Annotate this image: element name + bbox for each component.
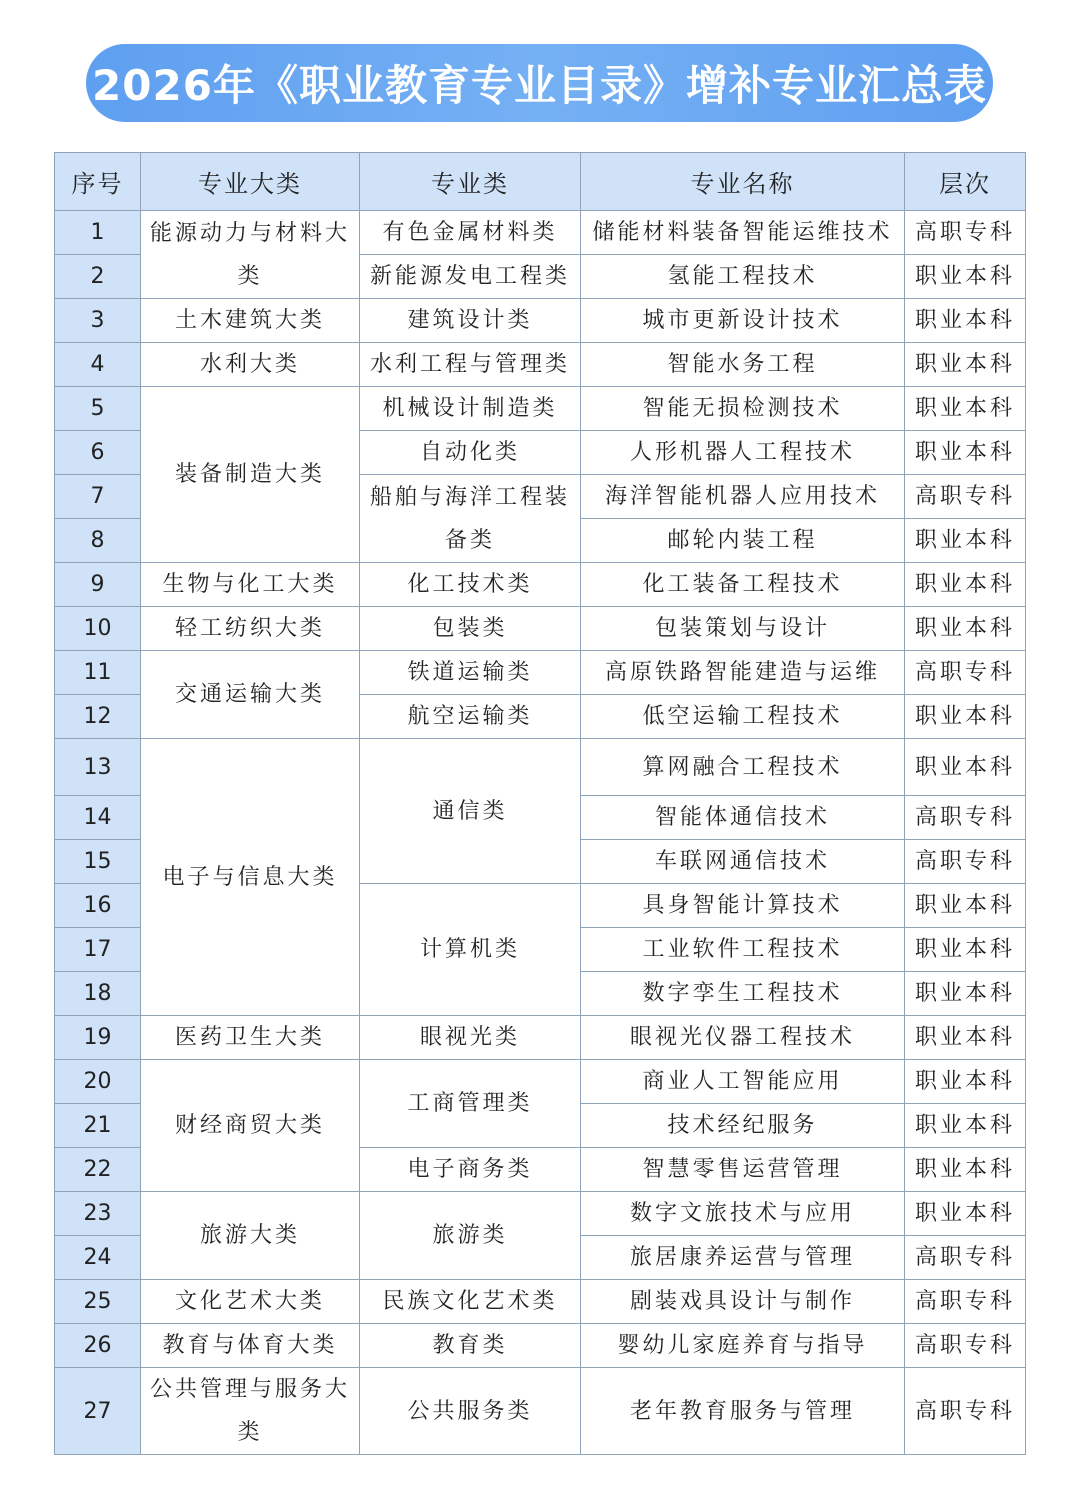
major-name-cell: 眼视光仪器工程技术 (581, 1016, 905, 1060)
major-name-cell: 化工装备工程技术 (581, 563, 905, 607)
level-cell: 职业本科 (905, 431, 1026, 475)
row-number: 20 (55, 1060, 141, 1104)
major-name-cell: 数字文旅技术与应用 (581, 1192, 905, 1236)
class-cell: 新能源发电工程类 (360, 255, 581, 299)
class-cell: 自动化类 (360, 431, 581, 475)
category-cell: 土木建筑大类 (141, 299, 360, 343)
row-number: 7 (55, 475, 141, 519)
level-cell: 职业本科 (905, 607, 1026, 651)
class-cell: 工商管理类 (360, 1060, 581, 1148)
level-cell: 高职专科 (905, 211, 1026, 255)
table-row (55, 387, 1026, 431)
level-cell: 职业本科 (905, 563, 1026, 607)
header-category: 专业大类 (141, 153, 360, 211)
class-cell: 眼视光类 (360, 1016, 581, 1060)
category-cell: 轻工纺织大类 (141, 607, 360, 651)
row-number: 24 (55, 1236, 141, 1280)
row-number: 13 (55, 739, 141, 796)
row-number: 12 (55, 695, 141, 739)
table-row (55, 563, 1026, 607)
category-cell: 财经商贸大类 (141, 1060, 360, 1192)
class-cell: 化工技术类 (360, 563, 581, 607)
row-number: 1 (55, 211, 141, 255)
category-cell: 旅游大类 (141, 1192, 360, 1280)
category-cell: 装备制造大类 (141, 387, 360, 563)
row-number: 3 (55, 299, 141, 343)
major-name-cell: 婴幼儿家庭养育与指导 (581, 1324, 905, 1368)
class-cell: 水利工程与管理类 (360, 343, 581, 387)
category-cell: 教育与体育大类 (141, 1324, 360, 1368)
major-name-cell: 数字孪生工程技术 (581, 972, 905, 1016)
header-major-name: 专业名称 (581, 153, 905, 211)
row-number: 18 (55, 972, 141, 1016)
major-name-cell: 技术经纪服务 (581, 1104, 905, 1148)
level-cell: 职业本科 (905, 1192, 1026, 1236)
row-number: 14 (55, 796, 141, 840)
major-name-cell: 智能无损检测技术 (581, 387, 905, 431)
class-cell: 旅游类 (360, 1192, 581, 1280)
class-cell: 计算机类 (360, 884, 581, 1016)
class-cell: 民族文化艺术类 (360, 1280, 581, 1324)
row-number: 19 (55, 1016, 141, 1060)
row-number: 9 (55, 563, 141, 607)
category-cell: 电子与信息大类 (141, 739, 360, 1016)
major-name-cell: 智能水务工程 (581, 343, 905, 387)
level-cell: 职业本科 (905, 739, 1026, 796)
row-number: 23 (55, 1192, 141, 1236)
header-level: 层次 (905, 153, 1026, 211)
row-number: 26 (55, 1324, 141, 1368)
class-cell: 包装类 (360, 607, 581, 651)
class-cell: 电子商务类 (360, 1148, 581, 1192)
major-name-cell: 具身智能计算技术 (581, 884, 905, 928)
category-cell: 生物与化工大类 (141, 563, 360, 607)
table-row (55, 739, 1026, 796)
title-banner (86, 44, 993, 122)
row-number: 5 (55, 387, 141, 431)
level-cell: 职业本科 (905, 387, 1026, 431)
major-name-cell: 储能材料装备智能运维技术 (581, 211, 905, 255)
level-cell: 高职专科 (905, 475, 1026, 519)
level-cell: 高职专科 (905, 651, 1026, 695)
table-row (55, 343, 1026, 387)
header-class: 专业类 (360, 153, 581, 211)
level-cell: 高职专科 (905, 1324, 1026, 1368)
major-name-cell: 商业人工智能应用 (581, 1060, 905, 1104)
class-cell: 船舶与海洋工程装备类 (360, 475, 581, 563)
row-number: 22 (55, 1148, 141, 1192)
category-cell: 公共管理与服务大类 (141, 1368, 360, 1455)
level-cell: 职业本科 (905, 695, 1026, 739)
row-number: 11 (55, 651, 141, 695)
major-name-cell: 人形机器人工程技术 (581, 431, 905, 475)
major-name-cell: 车联网通信技术 (581, 840, 905, 884)
table-row (55, 651, 1026, 695)
table-row (55, 1192, 1026, 1236)
row-number: 17 (55, 928, 141, 972)
level-cell: 职业本科 (905, 1104, 1026, 1148)
row-number: 16 (55, 884, 141, 928)
category-cell: 医药卫生大类 (141, 1016, 360, 1060)
major-name-cell: 邮轮内装工程 (581, 519, 905, 563)
level-cell: 高职专科 (905, 1236, 1026, 1280)
level-cell: 职业本科 (905, 884, 1026, 928)
level-cell: 职业本科 (905, 1016, 1026, 1060)
level-cell: 职业本科 (905, 1060, 1026, 1104)
class-cell: 通信类 (360, 739, 581, 884)
major-name-cell: 老年教育服务与管理 (581, 1368, 905, 1455)
table-row (55, 607, 1026, 651)
row-number: 15 (55, 840, 141, 884)
table-header-row (55, 153, 1026, 211)
row-number: 21 (55, 1104, 141, 1148)
major-name-cell: 工业软件工程技术 (581, 928, 905, 972)
major-name-cell: 海洋智能机器人应用技术 (581, 475, 905, 519)
category-cell: 水利大类 (141, 343, 360, 387)
level-cell: 高职专科 (905, 1280, 1026, 1324)
class-cell: 有色金属材料类 (360, 211, 581, 255)
major-name-cell: 城市更新设计技术 (581, 299, 905, 343)
major-name-cell: 氢能工程技术 (581, 255, 905, 299)
table-row (55, 1280, 1026, 1324)
table-row (55, 1016, 1026, 1060)
level-cell: 高职专科 (905, 840, 1026, 884)
table-row (55, 1324, 1026, 1368)
row-number: 8 (55, 519, 141, 563)
class-cell: 航空运输类 (360, 695, 581, 739)
major-name-cell: 算网融合工程技术 (581, 739, 905, 796)
level-cell: 职业本科 (905, 928, 1026, 972)
table-row (55, 1060, 1026, 1104)
table-row (55, 1368, 1026, 1455)
category-cell: 交通运输大类 (141, 651, 360, 739)
header-serial: 序号 (55, 153, 141, 211)
major-name-cell: 包装策划与设计 (581, 607, 905, 651)
table-row (55, 211, 1026, 255)
row-number: 6 (55, 431, 141, 475)
row-number: 10 (55, 607, 141, 651)
class-cell: 公共服务类 (360, 1368, 581, 1455)
level-cell: 职业本科 (905, 1148, 1026, 1192)
major-name-cell: 低空运输工程技术 (581, 695, 905, 739)
class-cell: 教育类 (360, 1324, 581, 1368)
major-name-cell: 智能体通信技术 (581, 796, 905, 840)
summary-table-container (54, 152, 1025, 1455)
category-cell: 能源动力与材料大类 (141, 211, 360, 299)
row-number: 27 (55, 1368, 141, 1455)
level-cell: 职业本科 (905, 299, 1026, 343)
page-title: 2026年《职业教育专业目录》增补专业汇总表 (92, 61, 987, 110)
class-cell: 建筑设计类 (360, 299, 581, 343)
major-name-cell: 高原铁路智能建造与运维 (581, 651, 905, 695)
class-cell: 铁道运输类 (360, 651, 581, 695)
category-cell: 文化艺术大类 (141, 1280, 360, 1324)
row-number: 4 (55, 343, 141, 387)
major-name-cell: 智慧零售运营管理 (581, 1148, 905, 1192)
level-cell: 高职专科 (905, 796, 1026, 840)
level-cell: 职业本科 (905, 343, 1026, 387)
major-name-cell: 剧装戏具设计与制作 (581, 1280, 905, 1324)
table-row (55, 299, 1026, 343)
level-cell: 高职专科 (905, 1368, 1026, 1455)
class-cell: 机械设计制造类 (360, 387, 581, 431)
row-number: 25 (55, 1280, 141, 1324)
summary-table (54, 152, 1026, 1455)
level-cell: 职业本科 (905, 255, 1026, 299)
major-name-cell: 旅居康养运营与管理 (581, 1236, 905, 1280)
level-cell: 职业本科 (905, 519, 1026, 563)
row-number: 2 (55, 255, 141, 299)
level-cell: 职业本科 (905, 972, 1026, 1016)
